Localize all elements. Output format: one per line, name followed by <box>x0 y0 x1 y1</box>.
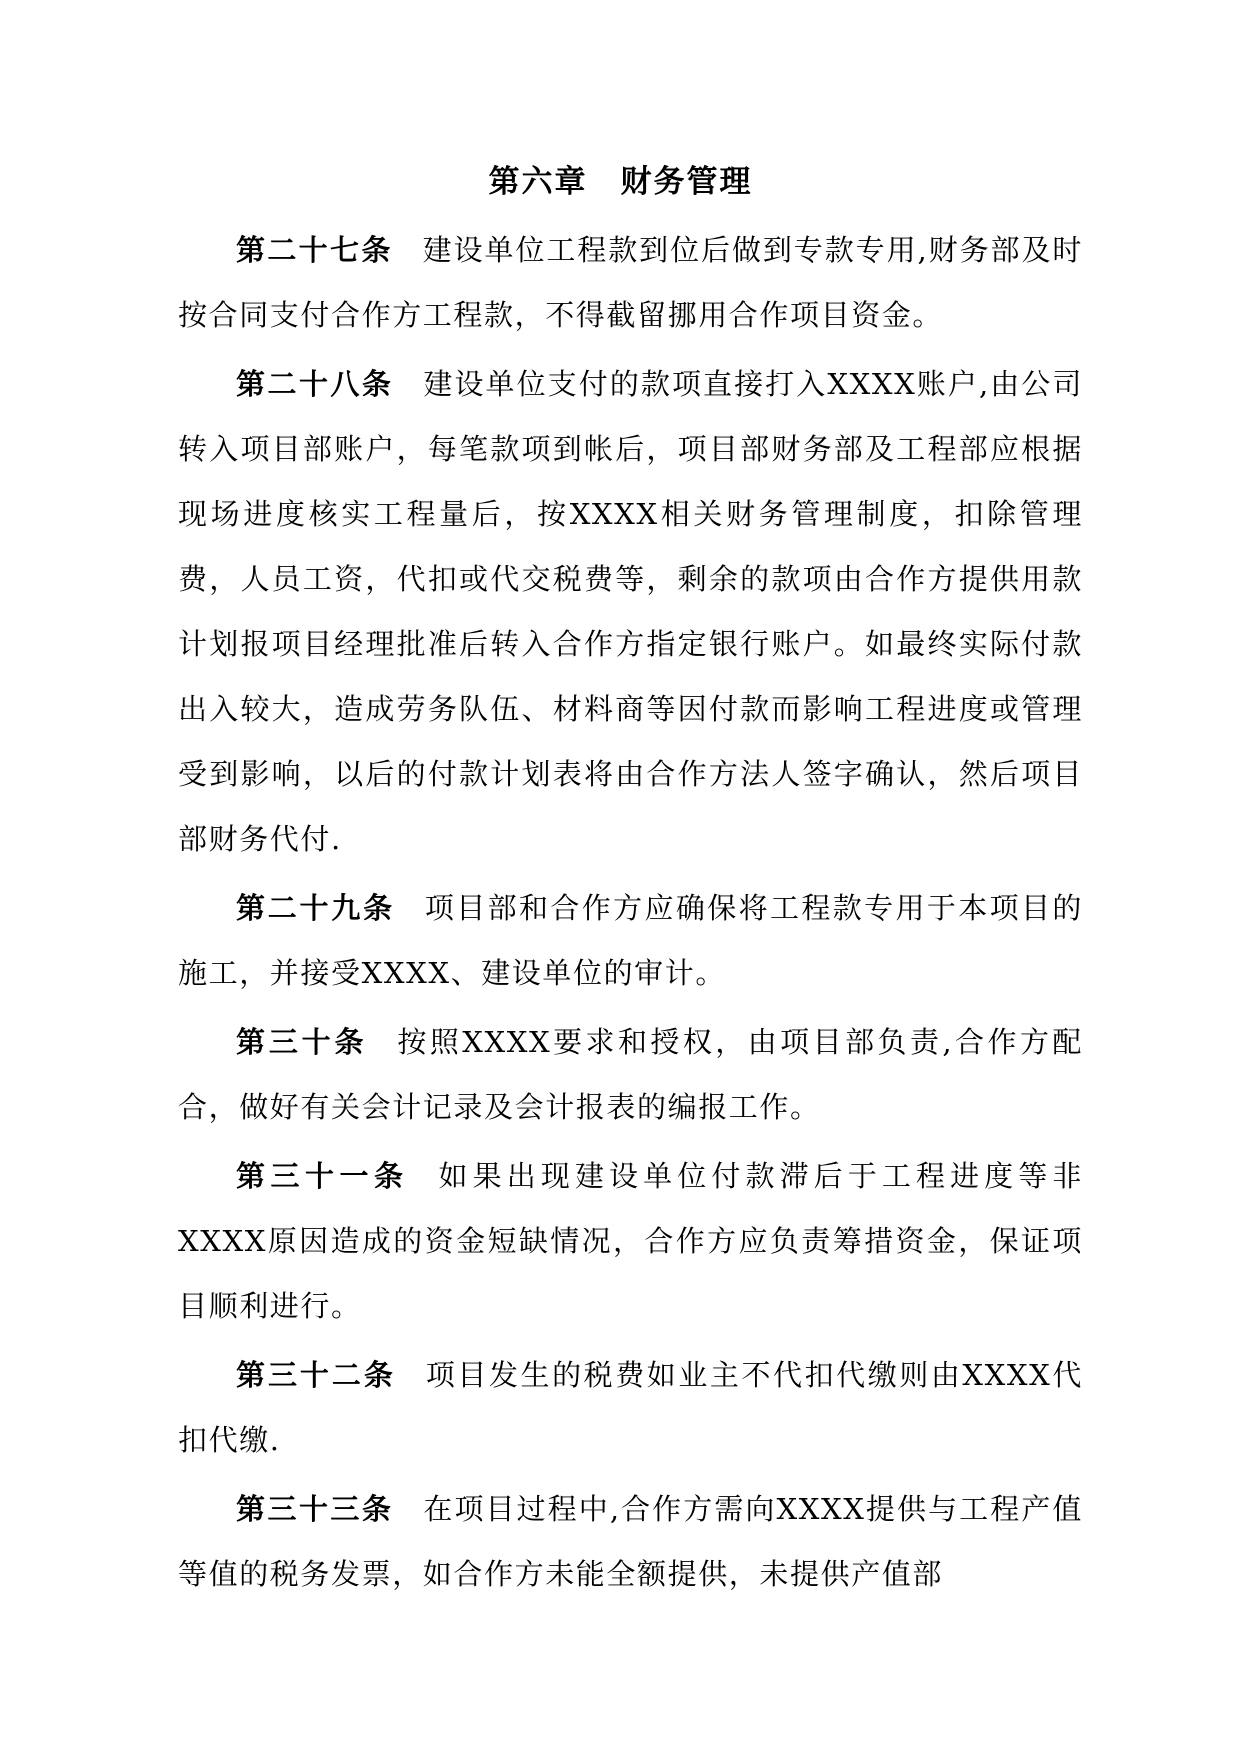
article-number: 第二十九条 <box>236 891 395 925</box>
article-text: 按照XXXX要求和授权，由项目部负责,合作方配合，做好有关会计记录及会计报表的编报工作。 <box>178 1025 1083 1124</box>
article-29 <box>178 876 1083 1006</box>
article-number: 第三十二条 <box>236 1358 396 1392</box>
article-number: 第三十一条 <box>236 1159 409 1193</box>
document-body <box>178 218 1083 1611</box>
article-text: 建设单位支付的款项直接打入XXXX账户,由公司转入项目部账户，每笔款项到帐后，项目部财务部及工程部应根据现场进度核实工程量后，按XXXX相关财务管理制度，扣除管理费，人员工资，代扣或代交税费等，剩余的款项由合作方提供用款计划报项目经理批准后转入合作方指定银行账户。如最终实际付款出入较大，造成劳务队伍、材料商等因付款而影响工程进度或管理受到影响，以后的付款计划表将由合作方法人签字确认，然后项目部财务代付. <box>178 367 1083 856</box>
chapter-title: 第六章 财务管理 <box>488 164 753 200</box>
article-33 <box>178 1477 1083 1607</box>
article-number: 第二十八条 <box>236 367 394 401</box>
article-30 <box>178 1010 1083 1140</box>
article-text: 项目部和合作方应确保将工程款专用于本项目的施工，并接受XXXX、建设单位的审计。 <box>178 891 1083 990</box>
article-text: 建设单位工程款到位后做到专款专用,财务部及时按合同支付合作方工程款，不得截留挪用合作项目资金。 <box>178 233 1083 332</box>
article-number: 第二十七条 <box>236 233 393 267</box>
article-32 <box>178 1343 1083 1473</box>
article-31 <box>178 1144 1083 1339</box>
article-text: 如果出现建设单位付款滞后于工程进度等非XXXX原因造成的资金短缺情况，合作方应负责筹措资金，保证项目顺利进行。 <box>178 1159 1083 1323</box>
article-28 <box>178 352 1083 872</box>
article-text: 在项目过程中,合作方需向XXXX提供与工程产值等值的税务发票，如合作方未能全额提供，未提供产值部 <box>178 1492 1083 1591</box>
article-27 <box>178 218 1083 348</box>
article-number: 第三十三条 <box>236 1492 394 1526</box>
article-number: 第三十条 <box>236 1025 368 1059</box>
article-text: 项目发生的税费如业主不代扣代缴则由XXXX代扣代缴. <box>178 1358 1083 1457</box>
